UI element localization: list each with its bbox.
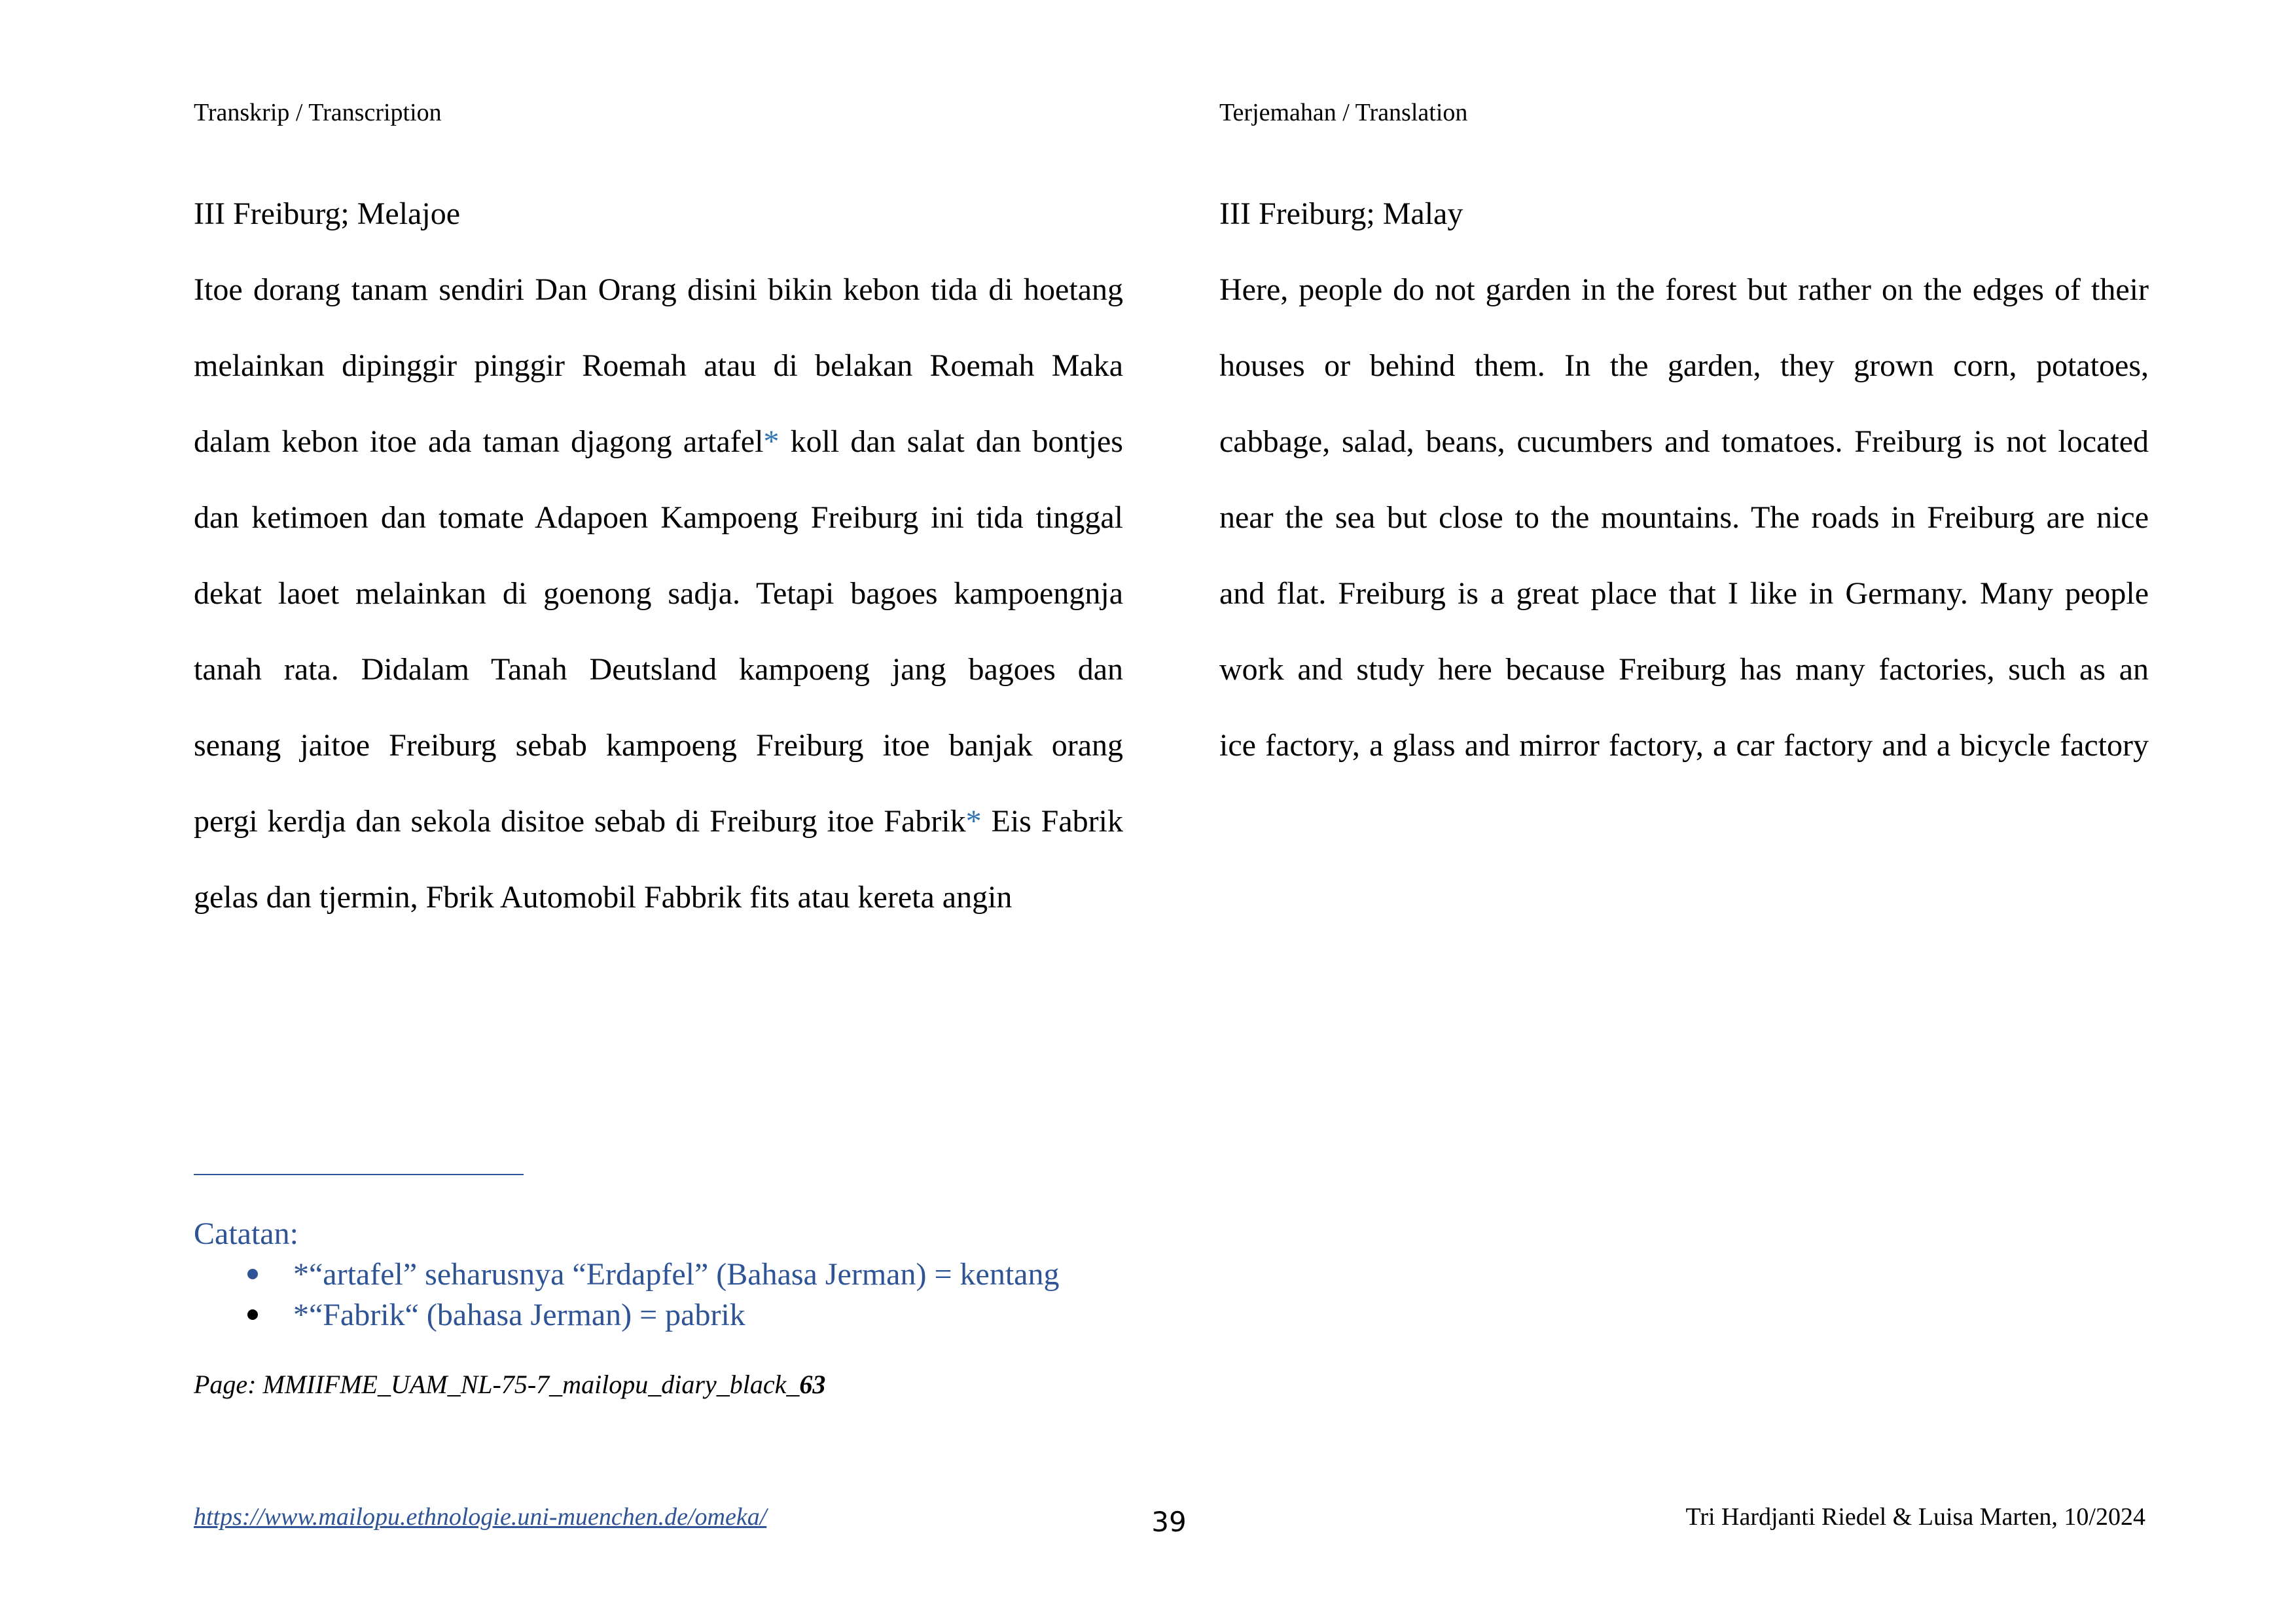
transcription-line: dalam kebon itoe ada taman djagong artafel* koll dan salat dan bontjes: [194, 424, 1123, 459]
transcription-line: melainkan dipinggir pinggir Roemah atau di belakan Roemah Maka: [194, 348, 1123, 383]
translation-line: Here, people do not garden in the forest but rather on the edges of their: [1219, 272, 2149, 307]
transcription-line: Itoe dorang tanam sendiri Dan Orang disini bikin kebon tida di hoetang: [194, 272, 1123, 307]
translation-line: near the sea but close to the mountains. The roads in Freiburg are nice: [1219, 500, 2149, 535]
page-reference: Page: MMIIFME_UAM_NL-75-7_mailopu_diary_black_63: [194, 1370, 826, 1399]
note-text: *“Fabrik“ (bahasa Jerman) = pabrik: [293, 1298, 745, 1332]
footer-source-link[interactable]: https://www.mailopu.ethnologie.uni-muenchen.de/omeka/: [194, 1503, 767, 1531]
footnote-separator: [194, 1174, 524, 1175]
translation-header: Terjemahan / Translation: [1219, 99, 1468, 126]
translation-line: work and study here because Freiburg has many factories, such as an: [1219, 652, 2149, 687]
translation-title: III Freiburg; Malay: [1219, 196, 1463, 231]
translation-line: cabbage, salad, beans, cucumbers and tomatoes. Freiburg is not located: [1219, 424, 2149, 459]
footnote-marker: *: [965, 804, 982, 839]
transcription-title: III Freiburg; Melajoe: [194, 196, 460, 231]
page-number: 39: [1151, 1506, 1187, 1538]
transcription-line: gelas dan tjermin, Fbrik Automobil Fabbrik fits atau kereta angin: [194, 880, 1013, 915]
translation-line: ice factory, a glass and mirror factory, a car factory and a bicycle factory: [1219, 728, 2149, 763]
footer-authors: Tri Hardjanti Riedel & Luisa Marten, 10/2024: [1685, 1503, 2145, 1531]
transcription-line: dan ketimoen dan tomate Adapoen Kampoeng Freiburg ini tida tinggal: [194, 500, 1123, 535]
bullet-icon: [247, 1269, 258, 1279]
translation-line: and flat. Freiburg is a great place that I like in Germany. Many people: [1219, 576, 2149, 611]
transcription-line: senang jaitoe Freiburg sebab kampoeng Freiburg itoe banjak orang: [194, 728, 1123, 763]
note-text: *“artafel” seharusnya “Erdapfel” (Bahasa Jerman) = kentang: [293, 1257, 1060, 1292]
transcription-line: tanah rata. Didalam Tanah Deutsland kampoeng jang bagoes dan: [194, 652, 1123, 687]
page-reference-number: 63: [799, 1370, 826, 1399]
transcription-line: dekat laoet melainkan di goenong sadja. Tetapi bagoes kampoengnja: [194, 576, 1123, 611]
transcription-header: Transkrip / Transcription: [194, 99, 442, 126]
footnote-marker: *: [763, 424, 780, 459]
translation-line: houses or behind them. In the garden, they grown corn, potatoes,: [1219, 348, 2149, 383]
bullet-icon: [247, 1309, 258, 1320]
notes-title: Catatan:: [194, 1216, 298, 1251]
transcription-line: pergi kerdja dan sekola disitoe sebab di Freiburg itoe Fabrik* Eis Fabrik: [194, 804, 1124, 839]
